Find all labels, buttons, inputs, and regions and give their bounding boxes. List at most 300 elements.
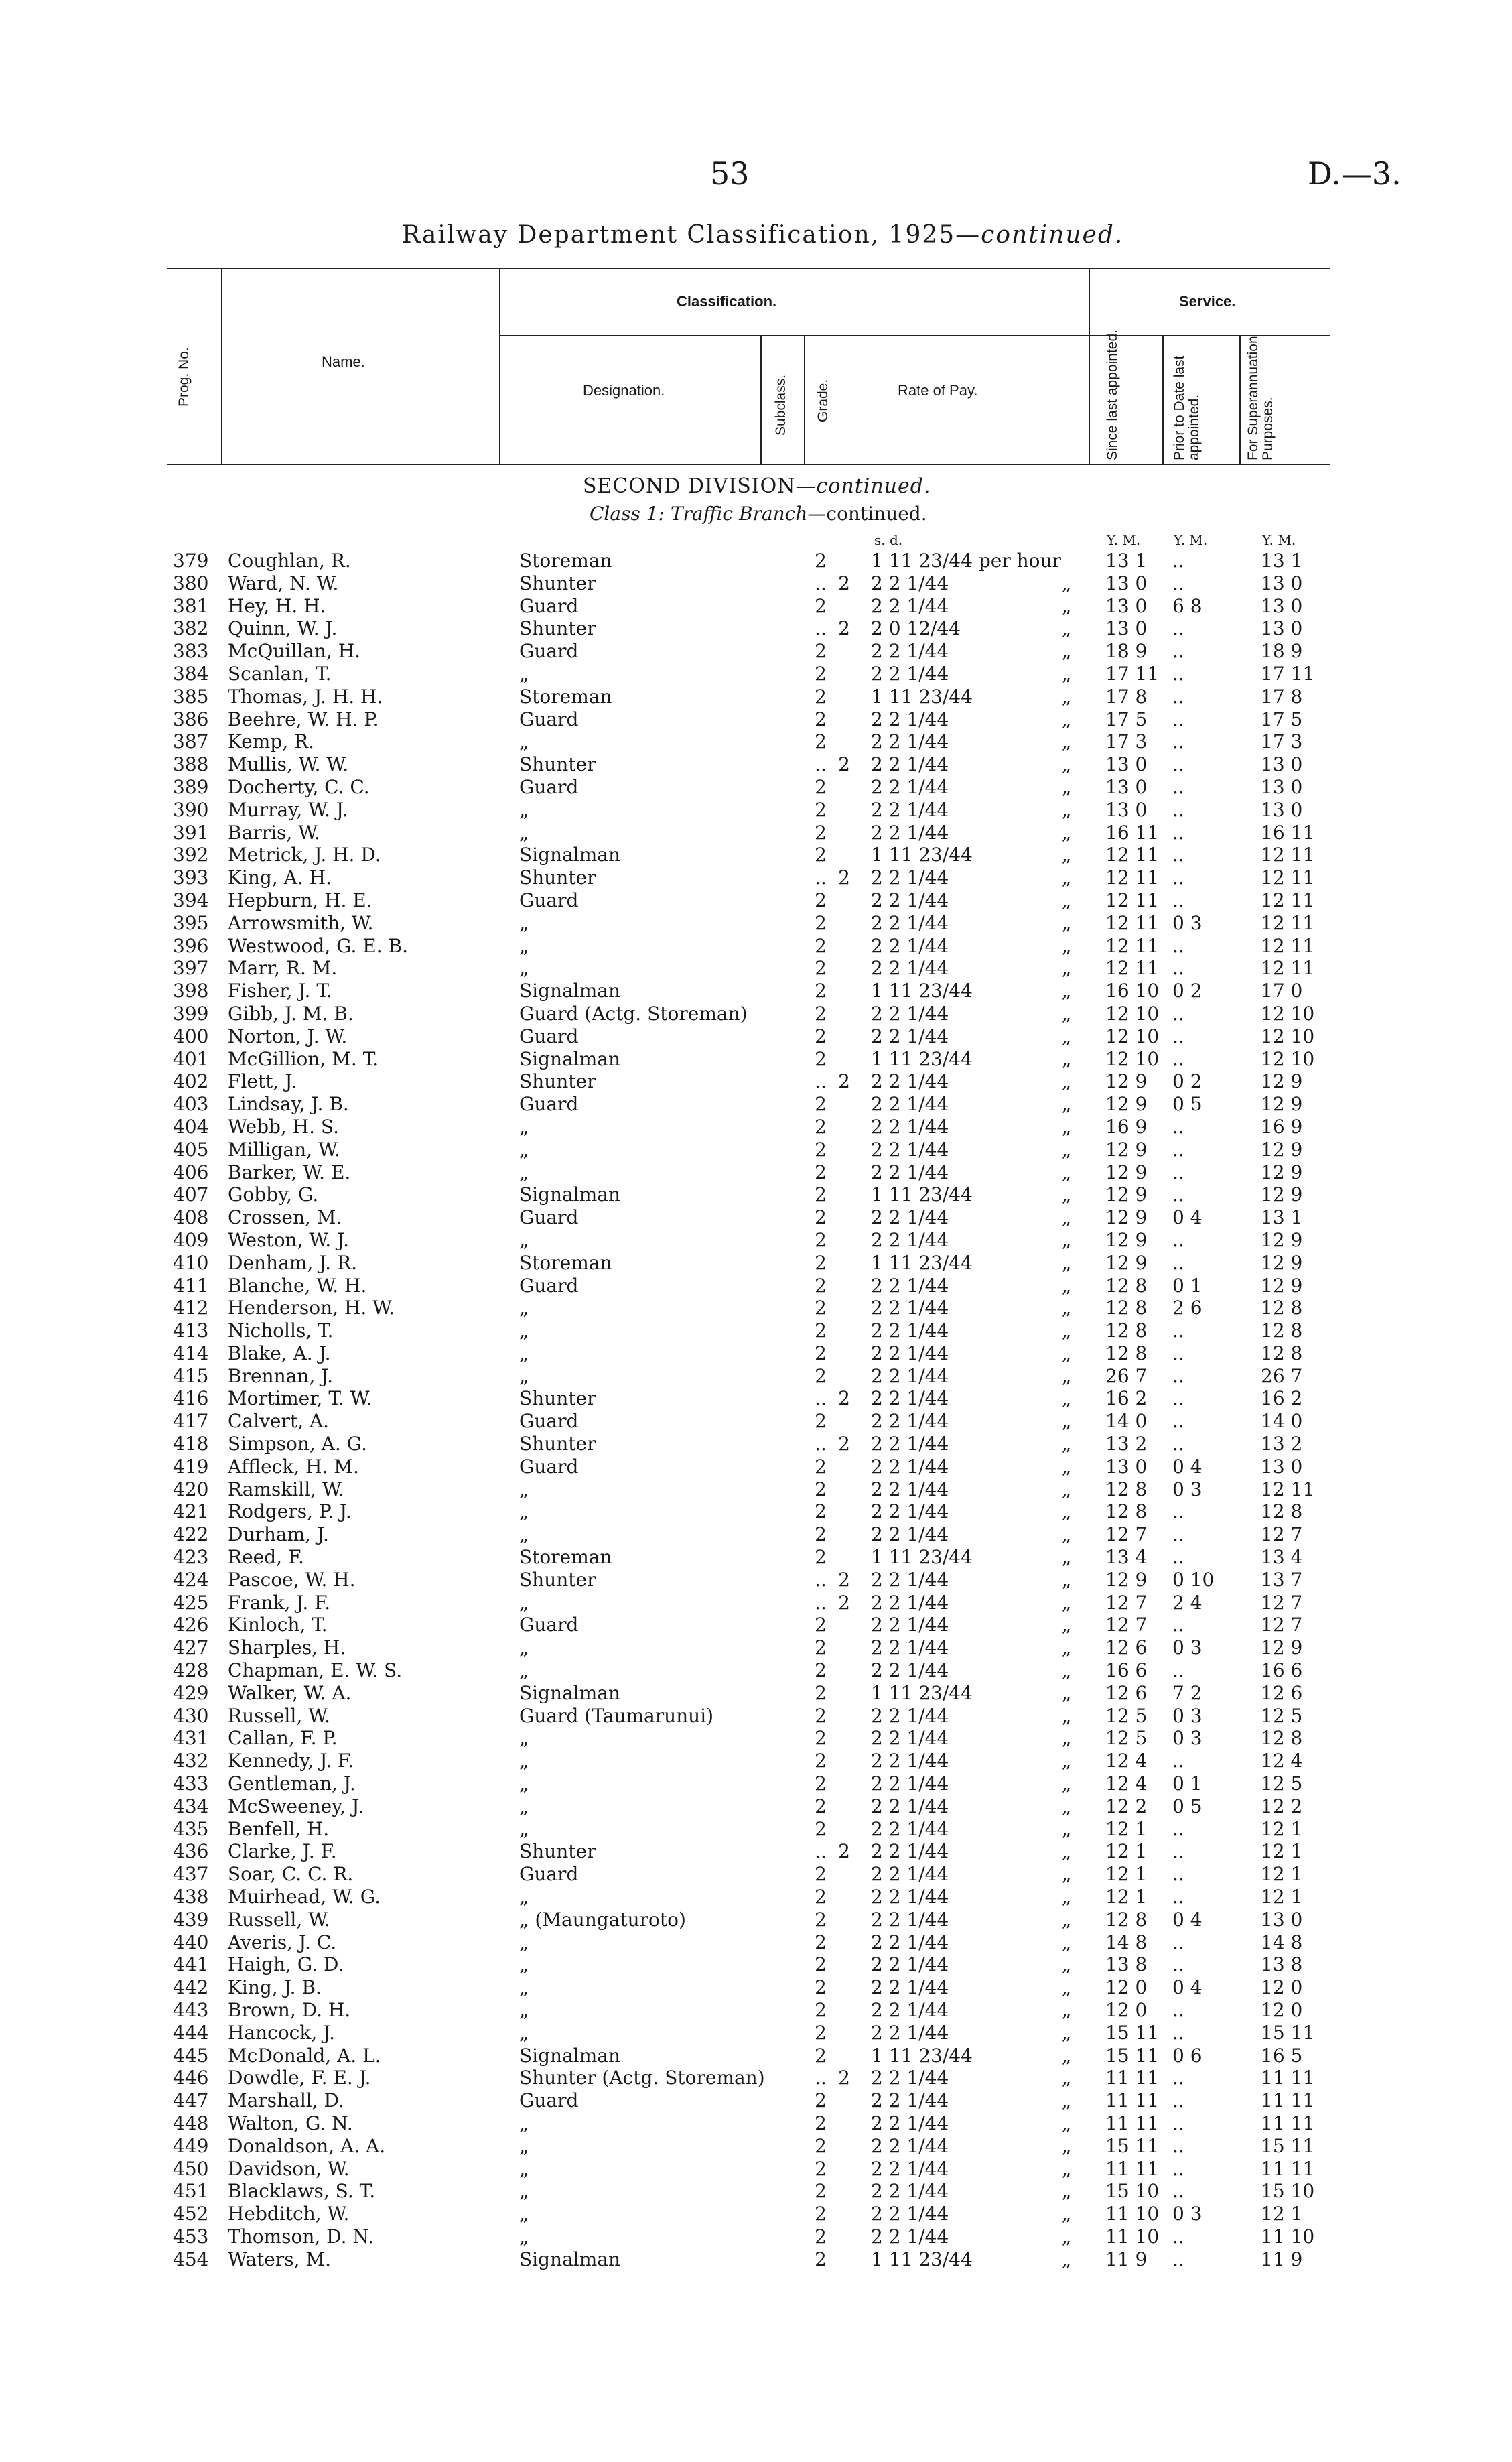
designation-cell: „ (519, 911, 529, 934)
ditto-mark: „ (1061, 572, 1072, 594)
superannuation-cell: 12 8 (1261, 1500, 1303, 1523)
subclass-cell: 2 (815, 2044, 827, 2067)
prog-no-cell: 439 (173, 1908, 209, 1931)
name-cell: Haigh, G. D. (228, 1953, 344, 1976)
subclass-cell: 2 (815, 1772, 827, 1795)
name-cell: Rodgers, P. J. (228, 1500, 352, 1523)
table-row (0, 1546, 1512, 1569)
rate-cell: 2 2 1/44 (871, 911, 949, 934)
since-appointed-cell: 12 1 (1105, 1817, 1148, 1840)
prog-no-cell: 394 (173, 889, 209, 911)
ditto-mark: „ (1061, 1886, 1072, 1908)
designation-cell: Shunter (519, 753, 596, 776)
since-appointed-cell: 12 8 (1105, 1908, 1148, 1931)
since-appointed-cell: 12 0 (1105, 1976, 1148, 1999)
superannuation-cell: 11 11 (1261, 2067, 1315, 2089)
table-row (0, 663, 1512, 686)
designation-cell: „ (519, 1342, 529, 1364)
superannuation-cell: 13 0 (1261, 1908, 1303, 1931)
prog-no-cell: 443 (173, 1999, 209, 2021)
header-since-last-appointed: Since last appointed. (1105, 330, 1120, 460)
since-appointed-cell: 15 11 (1105, 2021, 1160, 2044)
since-appointed-cell: 12 11 (1105, 866, 1160, 889)
prog-no-cell: 389 (173, 775, 209, 798)
rate-cell: 2 2 1/44 (871, 2157, 949, 2180)
grade-cell: 2 (838, 2067, 850, 2089)
ditto-mark: „ (1061, 1455, 1072, 1478)
table-row (0, 1953, 1512, 1976)
superannuation-cell: 13 2 (1261, 1433, 1303, 1455)
table-row (0, 595, 1512, 618)
rate-cell: 2 2 1/44 (871, 1206, 949, 1229)
prog-no-cell: 402 (173, 1070, 209, 1093)
prior-service-cell: .. (1172, 889, 1184, 911)
prog-no-cell: 440 (173, 1931, 209, 1953)
designation-cell: Guard (519, 1025, 579, 1047)
designation-cell: „ (519, 1886, 529, 1908)
superannuation-cell: 14 0 (1261, 1410, 1303, 1433)
prior-service-cell: 0 4 (1172, 1976, 1202, 1999)
table-row (0, 1931, 1512, 1954)
prog-no-cell: 445 (173, 2044, 209, 2067)
rate-cell: 2 2 1/44 (871, 934, 949, 957)
prog-no-cell: 380 (173, 572, 209, 594)
superannuation-cell: 12 0 (1261, 1976, 1303, 1999)
document-reference: D.—3. (1308, 155, 1401, 192)
name-cell: Pascoe, W. H. (228, 1568, 356, 1591)
rate-cell: 2 2 1/44 (871, 1500, 949, 1523)
designation-cell: „ (519, 2225, 529, 2248)
superannuation-cell: 12 0 (1261, 1999, 1303, 2021)
subclass-cell: 2 (815, 1138, 827, 1161)
prog-no-cell: 415 (173, 1364, 209, 1387)
name-cell: Kennedy, J. F. (228, 1750, 354, 1772)
ditto-mark: „ (1061, 1659, 1072, 1682)
prior-service-cell: 7 2 (1172, 1681, 1202, 1704)
prog-no-cell: 387 (173, 730, 209, 753)
ditto-mark: „ (1061, 980, 1072, 1002)
rate-cell: 2 2 1/44 (871, 821, 949, 844)
since-appointed-cell: 17 8 (1105, 685, 1148, 708)
ditto-mark: „ (1061, 1138, 1072, 1161)
ditto-mark: „ (1061, 2021, 1072, 2044)
designation-cell: „ (519, 2203, 529, 2225)
superannuation-cell: 12 9 (1261, 1274, 1303, 1297)
name-cell: McDonald, A. L. (228, 2044, 381, 2067)
subclass-cell: 2 (815, 2112, 827, 2134)
prog-no-cell: 393 (173, 866, 209, 889)
prog-no-cell: 399 (173, 1002, 209, 1025)
designation-cell: „ (519, 2134, 529, 2157)
ditto-mark: „ (1061, 1681, 1072, 1704)
superannuation-cell: 14 8 (1261, 1931, 1303, 1953)
prog-no-cell: 434 (173, 1795, 209, 1817)
superannuation-cell: 12 8 (1261, 1342, 1303, 1364)
grade-cell: 2 (838, 753, 850, 776)
subclass-cell: .. (815, 1070, 827, 1093)
subclass-cell: 2 (815, 594, 827, 617)
since-appointed-cell: 13 0 (1105, 1455, 1148, 1478)
subclass-cell: 2 (815, 685, 827, 708)
prog-no-cell: 383 (173, 640, 209, 663)
since-appointed-cell: 11 11 (1105, 2067, 1160, 2089)
since-appointed-cell: 12 9 (1105, 1161, 1148, 1183)
prior-service-cell: .. (1172, 2248, 1184, 2270)
subclass-cell: 2 (815, 1659, 827, 1682)
subclass-cell: 2 (815, 844, 827, 866)
rate-cell: 1 11 23/44 (871, 844, 973, 866)
subclass-cell: 2 (815, 957, 827, 980)
designation-cell: „ (Maungaturoto) (519, 1908, 686, 1931)
rate-cell: 2 2 1/44 (871, 1614, 949, 1636)
since-appointed-cell: 12 4 (1105, 1772, 1148, 1795)
table-row (0, 1614, 1512, 1636)
designation-cell: „ (519, 821, 529, 844)
name-cell: Hey, H. H. (228, 594, 326, 617)
name-cell: Averis, J. C. (228, 1931, 337, 1953)
header-rule (499, 269, 500, 464)
since-appointed-cell: 12 1 (1105, 1886, 1148, 1908)
since-appointed-cell: 12 8 (1105, 1297, 1148, 1319)
ditto-mark: „ (1061, 1161, 1072, 1183)
prior-service-cell: .. (1172, 662, 1184, 685)
prog-no-cell: 416 (173, 1387, 209, 1410)
prior-service-cell: .. (1172, 1659, 1184, 1682)
since-appointed-cell: 12 9 (1105, 1070, 1148, 1093)
table-row (0, 2112, 1512, 2135)
prog-no-cell: 407 (173, 1183, 209, 1206)
subclass-cell: 2 (815, 1999, 827, 2021)
table-row (0, 1070, 1512, 1093)
header-rate-of-pay: Rate of Pay. (898, 382, 978, 399)
designation-cell: Shunter (519, 572, 596, 594)
subclass-cell: .. (815, 1840, 827, 1863)
rate-cell: 2 2 1/44 (871, 1115, 949, 1138)
table-row (0, 1523, 1512, 1546)
prog-no-cell: 438 (173, 1886, 209, 1908)
table-row (0, 1048, 1512, 1071)
prior-service-cell: .. (1172, 1364, 1184, 1387)
header-rule (1089, 335, 1330, 336)
rate-cell: 2 2 1/44 (871, 866, 949, 889)
ditto-mark: „ (1061, 889, 1072, 911)
subclass-cell: 2 (815, 1342, 827, 1364)
superannuation-cell: 11 10 (1261, 2225, 1315, 2248)
name-cell: Ward, N. W. (228, 572, 339, 594)
superannuation-cell: 13 4 (1261, 1546, 1303, 1569)
table-row (0, 822, 1512, 844)
rate-cell: 1 11 23/44 per hour (871, 549, 1061, 572)
ditto-mark: „ (1061, 1387, 1072, 1410)
designation-cell: Guard (519, 708, 579, 730)
superannuation-cell: 12 9 (1261, 1093, 1303, 1116)
ditto-mark: „ (1061, 1274, 1072, 1297)
section-title (583, 474, 931, 498)
designation-cell: Guard (519, 1455, 579, 1478)
superannuation-cell: 11 9 (1261, 2248, 1303, 2270)
designation-cell: „ (519, 1953, 529, 1976)
subclass-cell: 2 (815, 911, 827, 934)
ditto-mark: „ (1061, 957, 1072, 980)
prior-service-cell: .. (1172, 2225, 1184, 2248)
subclass-cell: 2 (815, 1704, 827, 1727)
prog-no-cell: 409 (173, 1228, 209, 1251)
name-cell: Blanche, W. H. (228, 1274, 367, 1297)
designation-cell: Storeman (519, 1251, 612, 1274)
rate-cell: 2 2 1/44 (871, 2180, 949, 2203)
since-appointed-cell: 12 6 (1105, 1681, 1148, 1704)
table-row (0, 1139, 1512, 1161)
ditto-mark: „ (1061, 2180, 1072, 2203)
prior-service-cell: .. (1172, 1047, 1184, 1070)
name-cell: Dowdle, F. E. J. (228, 2067, 371, 2089)
name-cell: Marr, R. M. (228, 957, 338, 980)
rate-cell: 2 2 1/44 (871, 2112, 949, 2134)
prior-service-cell: 0 3 (1172, 2203, 1202, 2225)
rate-cell: 1 11 23/44 (871, 1546, 973, 1569)
subclass-cell: .. (815, 1387, 827, 1410)
name-cell: McSweeney, J. (228, 1795, 364, 1817)
table-row (0, 2203, 1512, 2225)
name-cell: Gibb, J. M. B. (228, 1002, 354, 1025)
prior-service-cell: .. (1172, 775, 1184, 798)
superannuation-cell: 12 5 (1261, 1772, 1303, 1795)
name-cell: Kinloch, T. (228, 1614, 328, 1636)
rate-cell: 2 2 1/44 (871, 2134, 949, 2157)
subclass-cell: 2 (815, 821, 827, 844)
prog-no-cell: 433 (173, 1772, 209, 1795)
subclass-cell: 2 (815, 2203, 827, 2225)
designation-cell: „ (519, 1364, 529, 1387)
unit-since-appointed: Y. M. (1107, 532, 1141, 548)
rate-cell: 2 2 1/44 (871, 594, 949, 617)
prior-service-cell: .. (1172, 572, 1184, 594)
since-appointed-cell: 13 1 (1105, 549, 1148, 572)
prior-service-cell: .. (1172, 1025, 1184, 1047)
designation-cell: Guard (519, 1863, 579, 1886)
designation-cell: „ (519, 1161, 529, 1183)
subclass-cell: 2 (815, 980, 827, 1002)
subclass-cell: .. (815, 1433, 827, 1455)
designation-cell: „ (519, 1999, 529, 2021)
name-cell: Muirhead, W. G. (228, 1886, 381, 1908)
since-appointed-cell: 14 8 (1105, 1931, 1148, 1953)
superannuation-cell: 13 0 (1261, 1455, 1303, 1478)
subclass-cell: .. (815, 2067, 827, 2089)
since-appointed-cell: 12 11 (1105, 889, 1160, 911)
subclass-cell: 2 (815, 1636, 827, 1659)
prog-no-cell: 404 (173, 1115, 209, 1138)
designation-cell: Guard (519, 889, 579, 911)
prog-no-cell: 395 (173, 911, 209, 934)
subclass-cell: 2 (815, 708, 827, 730)
subclass-cell: 2 (815, 2248, 827, 2270)
rate-cell: 2 2 1/44 (871, 1908, 949, 1931)
since-appointed-cell: 12 9 (1105, 1093, 1148, 1116)
designation-cell: Storeman (519, 549, 612, 572)
table-row (0, 2248, 1512, 2271)
subclass-cell: 2 (815, 1319, 827, 1342)
ditto-mark: „ (1061, 1297, 1072, 1319)
class-label: Class 1: Traffic Branch— (590, 503, 827, 525)
rate-cell: 2 2 1/44 (871, 753, 949, 776)
prog-no-cell: 392 (173, 844, 209, 866)
prog-no-cell: 453 (173, 2225, 209, 2248)
prior-service-cell: 0 2 (1172, 980, 1202, 1002)
rate-cell: 2 2 1/44 (871, 1274, 949, 1297)
prior-service-cell: .. (1172, 934, 1184, 957)
ditto-mark: „ (1061, 1908, 1072, 1931)
rate-cell: 2 2 1/44 (871, 1364, 949, 1387)
superannuation-cell: 11 11 (1261, 2112, 1315, 2134)
prog-no-cell: 450 (173, 2157, 209, 2180)
table-row (0, 1840, 1512, 1863)
since-appointed-cell: 12 8 (1105, 1500, 1148, 1523)
prior-service-cell: .. (1172, 1319, 1184, 1342)
table-row (0, 1002, 1512, 1025)
superannuation-cell: 12 11 (1261, 1478, 1315, 1500)
name-cell: Milligan, W. (228, 1138, 340, 1161)
ditto-mark: „ (1061, 1433, 1072, 1455)
prior-service-cell: 2 4 (1172, 1591, 1202, 1614)
superannuation-cell: 12 6 (1261, 1681, 1303, 1704)
designation-cell: „ (519, 1727, 529, 1750)
header-rule (1162, 335, 1164, 464)
subclass-cell: 2 (815, 1364, 827, 1387)
name-cell: Murray, W. J. (228, 798, 348, 821)
designation-cell: Guard (519, 1614, 579, 1636)
rate-cell: 2 2 1/44 (871, 1863, 949, 1886)
subclass-cell: 2 (815, 2089, 827, 2112)
name-cell: Arrowsmith, W. (228, 911, 374, 934)
since-appointed-cell: 12 8 (1105, 1274, 1148, 1297)
header-name: Name. (322, 353, 365, 370)
superannuation-cell: 12 8 (1261, 1319, 1303, 1342)
ditto-mark: „ (1061, 1727, 1072, 1750)
prog-no-cell: 391 (173, 821, 209, 844)
ditto-mark: „ (1061, 866, 1072, 889)
designation-cell: „ (519, 1478, 529, 1500)
rate-cell: 1 11 23/44 (871, 1251, 973, 1274)
superannuation-cell: 16 2 (1261, 1387, 1303, 1410)
name-cell: King, A. H. (228, 866, 332, 889)
name-cell: Denham, J. R. (228, 1251, 357, 1274)
superannuation-cell: 12 1 (1261, 1817, 1303, 1840)
table-row (0, 1342, 1512, 1365)
superannuation-cell: 12 11 (1261, 889, 1315, 911)
superannuation-cell: 12 11 (1261, 934, 1315, 957)
ditto-mark: „ (1061, 821, 1072, 844)
since-appointed-cell: 12 7 (1105, 1523, 1148, 1546)
grade-cell: 2 (838, 1433, 850, 1455)
page-number: 53 (710, 155, 750, 192)
rate-cell: 1 11 23/44 (871, 1183, 973, 1206)
prog-no-cell: 448 (173, 2112, 209, 2134)
prog-no-cell: 436 (173, 1840, 209, 1863)
subclass-cell: 2 (815, 1228, 827, 1251)
designation-cell: Guard (519, 1206, 579, 1229)
since-appointed-cell: 12 5 (1105, 1704, 1148, 1727)
name-cell: Weston, W. J. (228, 1228, 350, 1251)
name-cell: Mullis, W. W. (228, 753, 349, 776)
superannuation-cell: 17 11 (1261, 662, 1315, 685)
rate-cell: 2 2 1/44 (871, 1093, 949, 1116)
prog-no-cell: 397 (173, 957, 209, 980)
prior-service-cell: .. (1172, 2021, 1184, 2044)
name-cell: Davidson, W. (228, 2157, 350, 2180)
prior-service-cell: .. (1172, 2180, 1184, 2203)
ditto-mark: „ (1061, 1251, 1072, 1274)
rate-cell: 2 2 1/44 (871, 1070, 949, 1093)
section-title-continued: continued. (816, 474, 931, 498)
ditto-mark: „ (1061, 1840, 1072, 1863)
prior-service-cell: 0 4 (1172, 1908, 1202, 1931)
ditto-mark: „ (1061, 708, 1072, 730)
superannuation-cell: 12 1 (1261, 1840, 1303, 1863)
prog-no-cell: 444 (173, 2021, 209, 2044)
rate-cell: 2 2 1/44 (871, 1523, 949, 1546)
superannuation-cell: 12 7 (1261, 1591, 1303, 1614)
table-row (0, 2135, 1512, 2158)
superannuation-cell: 18 9 (1261, 640, 1303, 663)
superannuation-cell: 12 7 (1261, 1523, 1303, 1546)
subclass-cell: 2 (815, 1251, 827, 1274)
ditto-mark: „ (1061, 2134, 1072, 2157)
ditto-mark: „ (1061, 730, 1072, 753)
name-cell: Norton, J. W. (228, 1025, 348, 1047)
table-row (0, 1206, 1512, 1229)
header-rule (804, 335, 805, 464)
since-appointed-cell: 11 9 (1105, 2248, 1148, 2270)
ditto-mark: „ (1061, 1591, 1072, 1614)
since-appointed-cell: 12 9 (1105, 1183, 1148, 1206)
rate-cell: 2 2 1/44 (871, 1297, 949, 1319)
running-title (402, 221, 1139, 249)
prior-service-cell: .. (1172, 549, 1184, 572)
ditto-mark: „ (1061, 753, 1072, 776)
rate-cell: 2 2 1/44 (871, 730, 949, 753)
name-cell: Gentleman, J. (228, 1772, 356, 1795)
subclass-cell: 2 (815, 798, 827, 821)
rate-cell: 2 2 1/44 (871, 1478, 949, 1500)
table-row (0, 1275, 1512, 1297)
since-appointed-cell: 15 11 (1105, 2134, 1160, 2157)
superannuation-cell: 12 10 (1261, 1002, 1315, 1025)
name-cell: Webb, H. S. (228, 1115, 340, 1138)
name-cell: Russell, W. (228, 1704, 330, 1727)
since-appointed-cell: 12 5 (1105, 1727, 1148, 1750)
name-cell: King, J. B. (228, 1976, 322, 1999)
designation-cell: Guard (519, 594, 579, 617)
header-designation: Designation. (583, 382, 665, 399)
since-appointed-cell: 12 10 (1105, 1002, 1160, 1025)
rate-cell: 2 2 1/44 (871, 1750, 949, 1772)
prior-service-cell: .. (1172, 957, 1184, 980)
rate-cell: 2 2 1/44 (871, 1410, 949, 1433)
ditto-mark: „ (1061, 844, 1072, 866)
since-appointed-cell: 12 9 (1105, 1251, 1148, 1274)
subclass-cell: 2 (815, 1500, 827, 1523)
since-appointed-cell: 18 9 (1105, 640, 1148, 663)
since-appointed-cell: 12 10 (1105, 1047, 1160, 1070)
prog-no-cell: 405 (173, 1138, 209, 1161)
prior-service-cell: 0 6 (1172, 2044, 1202, 2067)
rate-cell: 2 2 1/44 (871, 1795, 949, 1817)
designation-cell: Guard (Taumarunui) (519, 1704, 714, 1727)
prog-no-cell: 406 (173, 1161, 209, 1183)
subclass-cell: 2 (815, 1206, 827, 1229)
superannuation-cell: 17 8 (1261, 685, 1303, 708)
